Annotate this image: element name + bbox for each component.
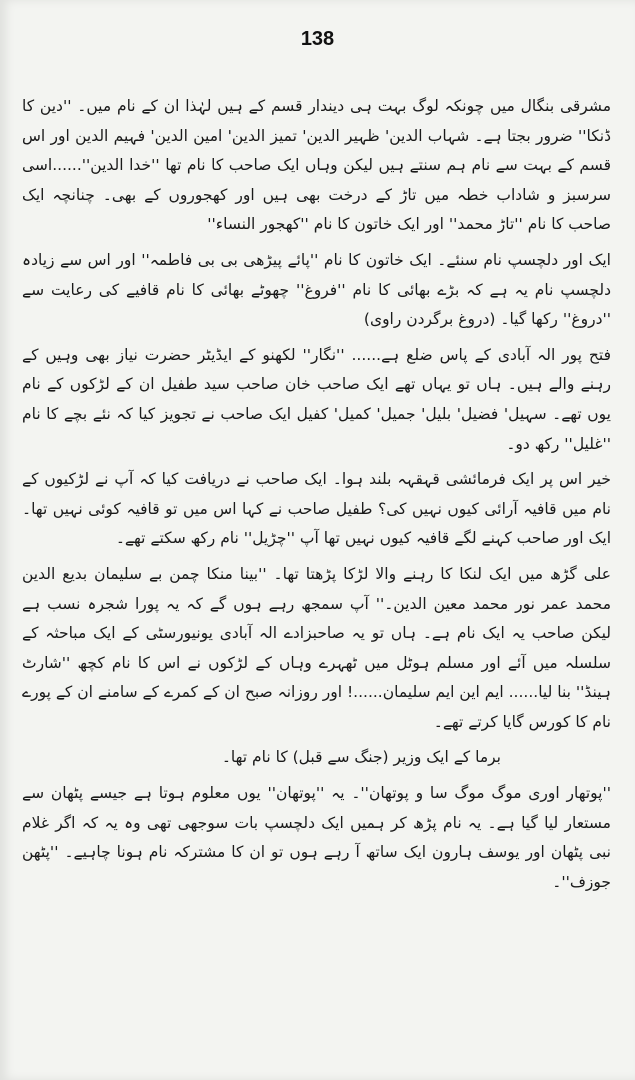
paragraph-7: ''پوتھار اوری موگ موگ سا و پوتھان''۔ یہ ''پوتھان'' یوں معلوم ہوتا ہے جیسے پٹھان سے مستعار لیا گیا ہے۔ یہ نام پڑھ کر ہمیں ایک دلچسپ بات سوجھی تھی وہ یہ کہ اگر غلام نبی پٹھان اور یوسف ہارون ایک ساتھ آ رہے ہوں تو ان کا مشترکہ نام ہونا چاہیے۔ ''پٹھن جوزف''۔ (22, 784, 611, 891)
paragraph-5: علی گڑھ میں ایک لنکا کا رہنے والا لڑکا پڑھتا تھا۔ ''بینا منکا چمن بے سلیمان بدیع الدین محمد عمر نور محمد معین الدین۔'' آپ سمجھ رہے ہوں گے کہ یہ پورا شجرہ نسب ہے لیکن صاحب یہ ایک نام ہے۔ ہاں تو یہ صاحبزادے الہ آبادی یونیورسٹی کے ایک مباحثہ کے سلسلہ میں آئے اور مسلم ہوٹل میں ٹھہرے وہاں کے لڑکوں نے اس کا نام کچھ ''شارٹ ہینڈ'' بنا لیا...... ایم این ایم سلیمان......! اور روزانہ صبح ان کے کمرے کے سامنے ان کے پورے نام کا کورس گایا کرتے تھے۔ (22, 564, 611, 731)
paragraph-4: خیر اس پر ایک فرمائشی قہقہہ بلند ہوا۔ ایک صاحب نے دریافت کیا کہ آپ نے لڑکیوں کے نام میں قافیہ آرائی کیوں نہیں کی؟ طفیل صاحب نے کہا اس میں تو قافیہ کوئی نہیں تھا۔ ایک اور صاحب کہنے لگے قافیہ کیوں نہیں تھا آپ ''چڑیل'' نام رکھ سکتے تھے۔ (22, 470, 611, 548)
paragraph-2: ایک اور دلچسپ نام سنئے۔ ایک خاتون کا نام ''پائے پیڑھی بی بی فاطمہ'' اور اس سے زیادہ دلچسپ نام یہ ہے کہ بڑے بھائی کا نام ''فروغ'' چھوٹے بھائی کا نام قافیے کی رعایت سے ''دروغ'' رکھا گیا۔ (دروغ برگردن راوی) (22, 250, 611, 329)
paragraph-6: برما کے ایک وزیر (جنگ سے قبل) کا نام تھا۔ (221, 748, 501, 767)
paragraph-1: مشرقی بنگال میں چونکہ لوگ بہت ہی دیندار قسم کے ہیں لہٰذا ان کے نام میں۔ ''دین کا ڈنکا'' ضرور بجتا ہے۔ شہاب الدین' ظہیر الدین' تمیز الدین' امین الدین' فہیم الدین اور اس قسم کے بہت سے نام ہم سنتے ہیں لیکن وہاں ایک صاحب کا نام تھا ''خدا الدین''......اسی سرسبز و شاداب خطہ میں تاڑ کے درخت بھی ہیں اور کھجوروں کے بھی۔ چنانچہ ایک صاحب کا نام ''تاڑ محمد'' اور ایک خاتون کا نام ''کھجور النساء'' (22, 97, 611, 234)
paragraph-3: فتح پور الہ آبادی کے پاس ضلع ہے...... ''نگار'' لکھنو کے ایڈیٹر حضرت نیاز بھی وہیں کے رہنے والے ہیں۔ ہاں تو یہاں تھے ایک صاحب خان صاحب سید طفیل ان کے لڑکوں کے نام یوں تھے۔ سہیل' فضیل' بلیل' جمیل' کمیل' کفیل ایک صاحب نے تجویز کیا کہ نئے بچے کا نام ''غلیل'' رکھ دو۔ (22, 345, 611, 453)
page-number: 138 (300, 28, 335, 50)
page-body-text (22, 92, 611, 897)
